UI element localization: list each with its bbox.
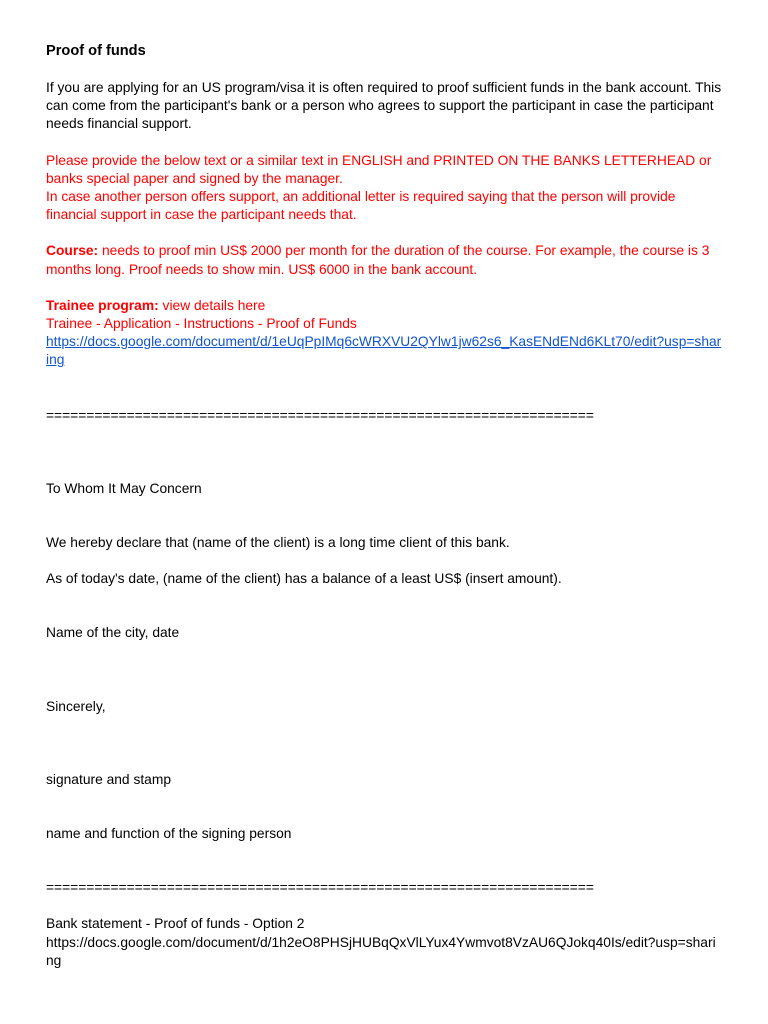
separator-bottom: ==================================================================== (46, 880, 594, 896)
letter-place-date: Name of the city, date (46, 625, 180, 641)
trainee-paragraph (46, 297, 722, 315)
option2-title: Bank statement - Proof of funds - Option 2 (46, 916, 305, 932)
course-text: needs to proof min US$ 2000 per month for the duration of the course. For example, the course is 3 months long. Proof needs to show min. US$ 6000 in the bank account. (46, 243, 710, 277)
letter-line-1: We hereby declare that (name of the client) is a long time client of this bank. (46, 535, 510, 551)
option2-url: https://docs.google.com/document/d/1h2eO8PHSjHUBqQxVlLYux4Ywmvot8VzAU6QJokq40Is/edit?usp=sharing (46, 934, 716, 968)
trainee-label: Trainee program: (46, 297, 159, 313)
letter-signer: name and function of the signing person (46, 826, 292, 842)
document-title: Proof of funds (46, 43, 146, 59)
notice-line-1: Please provide the below text or a similar text in ENGLISH and PRINTED ON THE BANKS LETTERHEAD or banks special paper and signed by the manager. (46, 152, 712, 186)
notice-line-2: In case another person offers support, an additional letter is required saying that the person will provide financial support in case the participant needs that. (46, 189, 676, 223)
separator-top: ==================================================================== (46, 407, 594, 423)
trainee-doc-title: Trainee - Application - Instructions - Proof of Funds (46, 316, 357, 332)
letter-salutation: To Whom It May Concern (46, 480, 202, 496)
trainee-text: view details here (158, 297, 266, 313)
letter-signature: signature and stamp (46, 771, 172, 787)
course-label: Course: (46, 243, 99, 259)
trainee-doc-link[interactable]: https://docs.google.com/document/d/1eUqPpIMq6cWRXVU2QYlw1jw62s6_KasENdENd6KLt70/edit?usp=sharing (46, 334, 722, 368)
letter-line-2: As of today's date, (name of the client) has a balance of a least US$ (insert amount). (46, 571, 562, 587)
course-paragraph (46, 242, 722, 278)
document-page (46, 42, 722, 970)
letter-closing: Sincerely, (46, 698, 106, 714)
intro-paragraph: If you are applying for an US program/visa it is often required to proof sufficient funds in the bank account. This can come from the participant's bank or a person who agrees to support the participant in case the participant needs financial support. (46, 80, 722, 132)
